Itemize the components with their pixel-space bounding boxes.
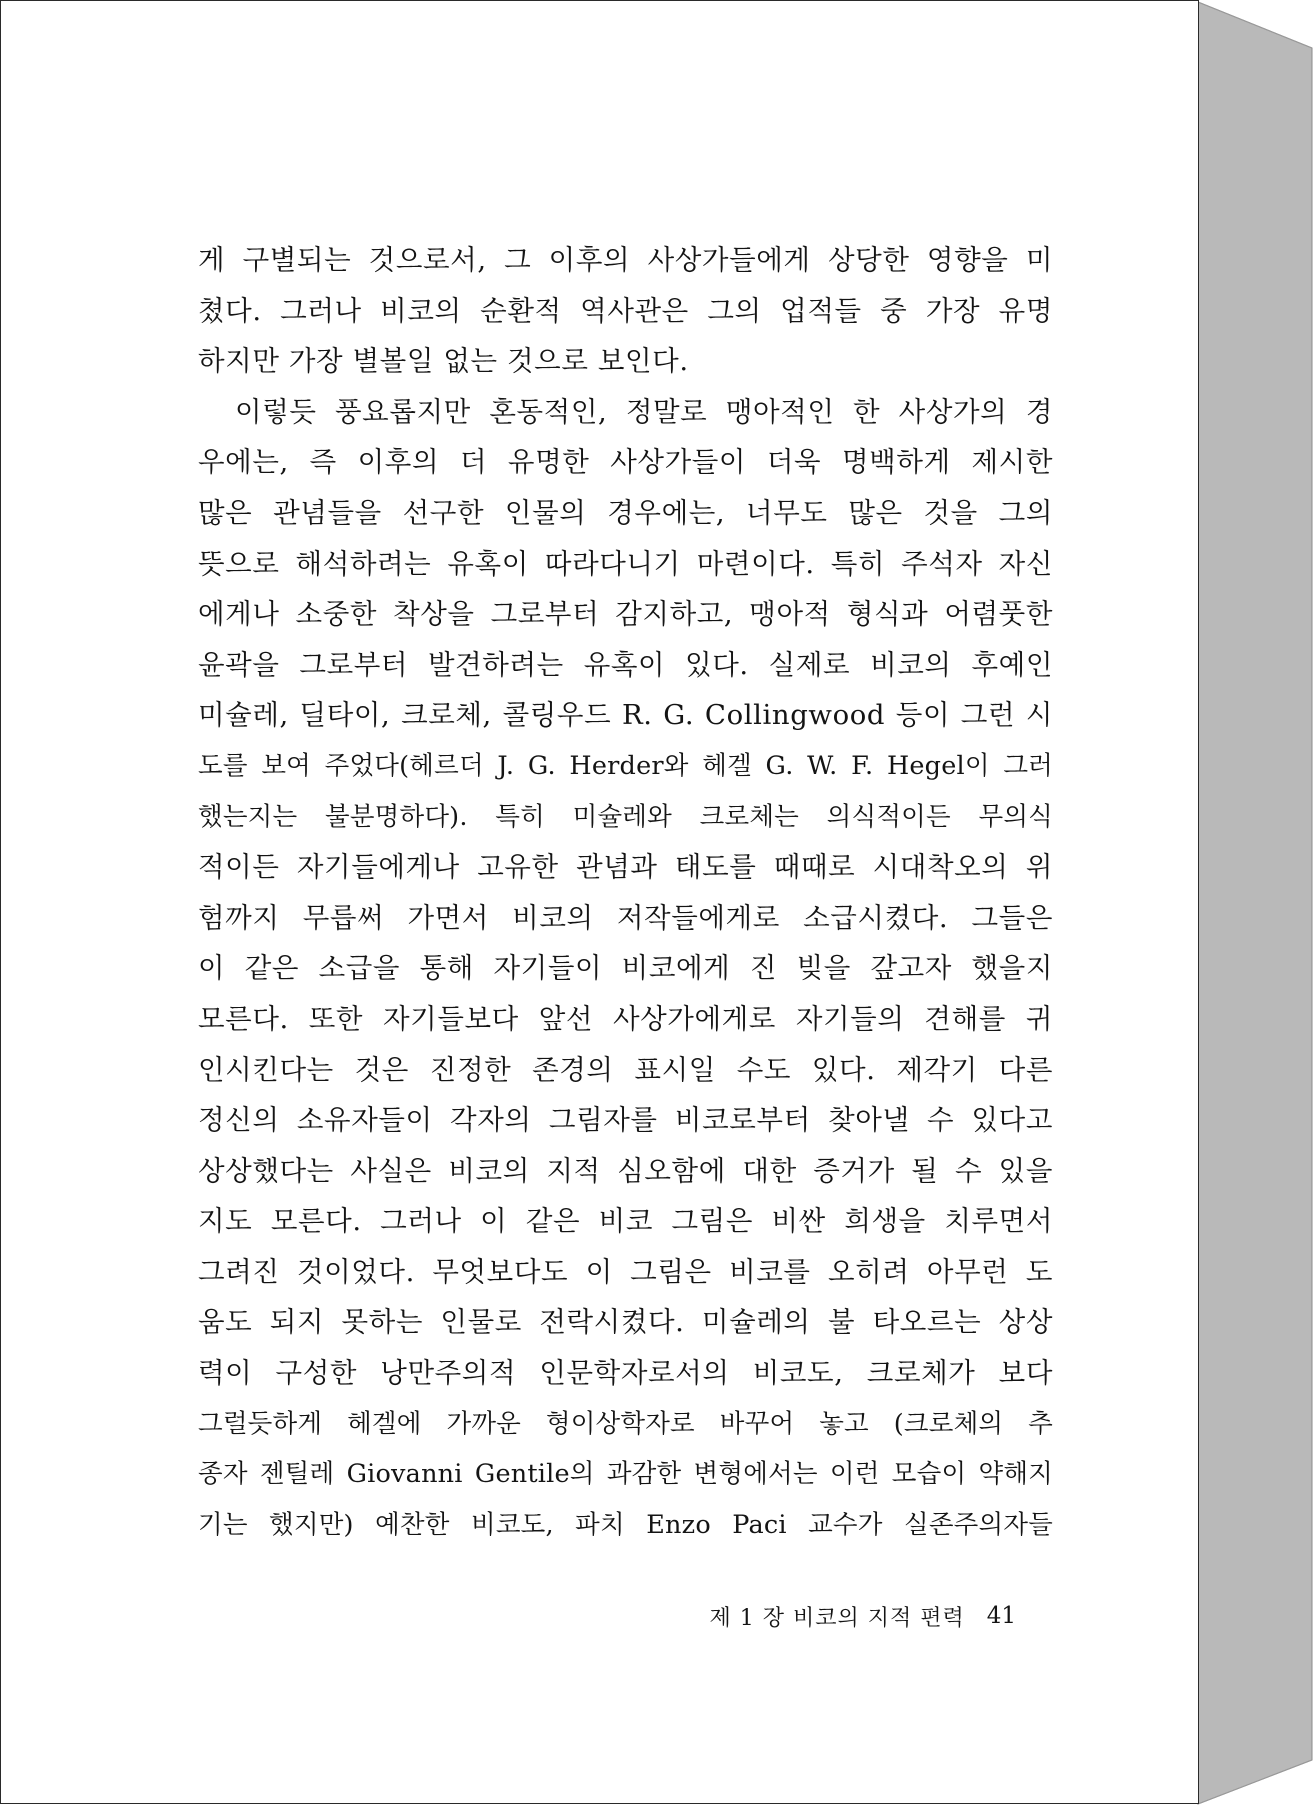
text-line: 했는지는 불분명하다). 특히 미슐레와 크로체는 의식적이든 무의식 — [198, 801, 1053, 832]
text-line: 윤곽을 그로부터 발견하려는 유혹이 있다. 실제로 비코의 후예인 — [198, 648, 1053, 681]
page-number: 41 — [986, 1603, 1016, 1629]
text-line: 많은 관념들을 선구한 인물의 경우에는, 너무도 많은 것을 그의 — [198, 496, 1053, 529]
text-line: 도를 보여 주었다(헤르더 J. G. Herder와 헤겔 G. W. F. Hegel이 그러 — [198, 750, 1053, 781]
text-line: 력이 구성한 낭만주의적 인문학자로서의 비코도, 크로체가 보다 — [198, 1357, 1053, 1390]
text-line: 에게나 소중한 착상을 그로부터 감지하고, 맹아적 형식과 어렴풋한 — [198, 598, 1053, 631]
text-line: 상상했다는 사실은 비코의 지적 심오함에 대한 증거가 될 수 있을 — [198, 1154, 1053, 1187]
text-line: 적이든 자기들에게나 고유한 관념과 태도를 때때로 시대착오의 위 — [198, 851, 1053, 884]
text-line: 우에는, 즉 이후의 더 유명한 사상가들이 더욱 명백하게 제시한 — [198, 446, 1053, 479]
page-footer — [691, 1598, 1016, 1634]
text-line: 하지만 가장 별볼일 없는 것으로 보인다. — [198, 345, 689, 378]
running-footer-chapter-title: 제 1 장 비코의 지적 편력 — [709, 1605, 965, 1631]
text-line: 지도 모른다. 그러나 이 같은 비코 그림은 비싼 희생을 치루면서 — [198, 1205, 1053, 1238]
text-line: 그려진 것이었다. 무엇보다도 이 그림은 비코를 오히려 아무런 도 — [198, 1255, 1053, 1288]
body-text — [198, 235, 1053, 1550]
text-line: 기는 했지만) 예찬한 비코도, 파치 Enzo Paci 교수가 실존주의자들 — [198, 1509, 1053, 1540]
text-line: 쳤다. 그러나 비코의 순환적 역사관은 그의 업적들 중 가장 유명 — [198, 294, 1053, 327]
text-line: 뜻으로 해석하려는 유혹이 따라다니기 마련이다. 특히 주석자 자신 — [198, 547, 1053, 580]
text-line: 게 구별되는 것으로서, 그 이후의 사상가들에게 상당한 영향을 미 — [198, 244, 1053, 276]
text-line: 이 같은 소급을 통해 자기들이 비코에게 진 빚을 갚고자 했을지 — [198, 952, 1053, 985]
text-line: 인시킨다는 것은 진정한 존경의 표시일 수도 있다. 제각기 다른 — [198, 1053, 1053, 1086]
text-line: 그럴듯하게 헤겔에 가까운 형이상학자로 바꾸어 놓고 (크로체의 추 — [198, 1408, 1053, 1439]
text-line: 미슐레, 딜타이, 크로체, 콜링우드 R. G. Collingwood 등이 그런 시 — [198, 699, 1053, 732]
text-line: 모른다. 또한 자기들보다 앞선 사상가에게로 자기들의 견해를 귀 — [198, 1002, 1053, 1035]
text-line: 이렇듯 풍요롭지만 혼동적인, 정말로 맹아적인 한 사상가의 경 — [198, 395, 1053, 428]
text-line: 험까지 무릅써 가면서 비코의 저작들에게로 소급시켰다. 그들은 — [198, 901, 1053, 934]
text-line: 정신의 소유자들이 각자의 그림자를 비코로부터 찾아낼 수 있다고 — [198, 1104, 1053, 1137]
text-line: 종자 젠틸레 Giovanni Gentile의 과감한 변형에서는 이런 모습이 약해지 — [198, 1459, 1053, 1490]
text-line: 움도 되지 못하는 인물로 전락시켰다. 미슐레의 불 타오르는 상상 — [198, 1306, 1053, 1339]
